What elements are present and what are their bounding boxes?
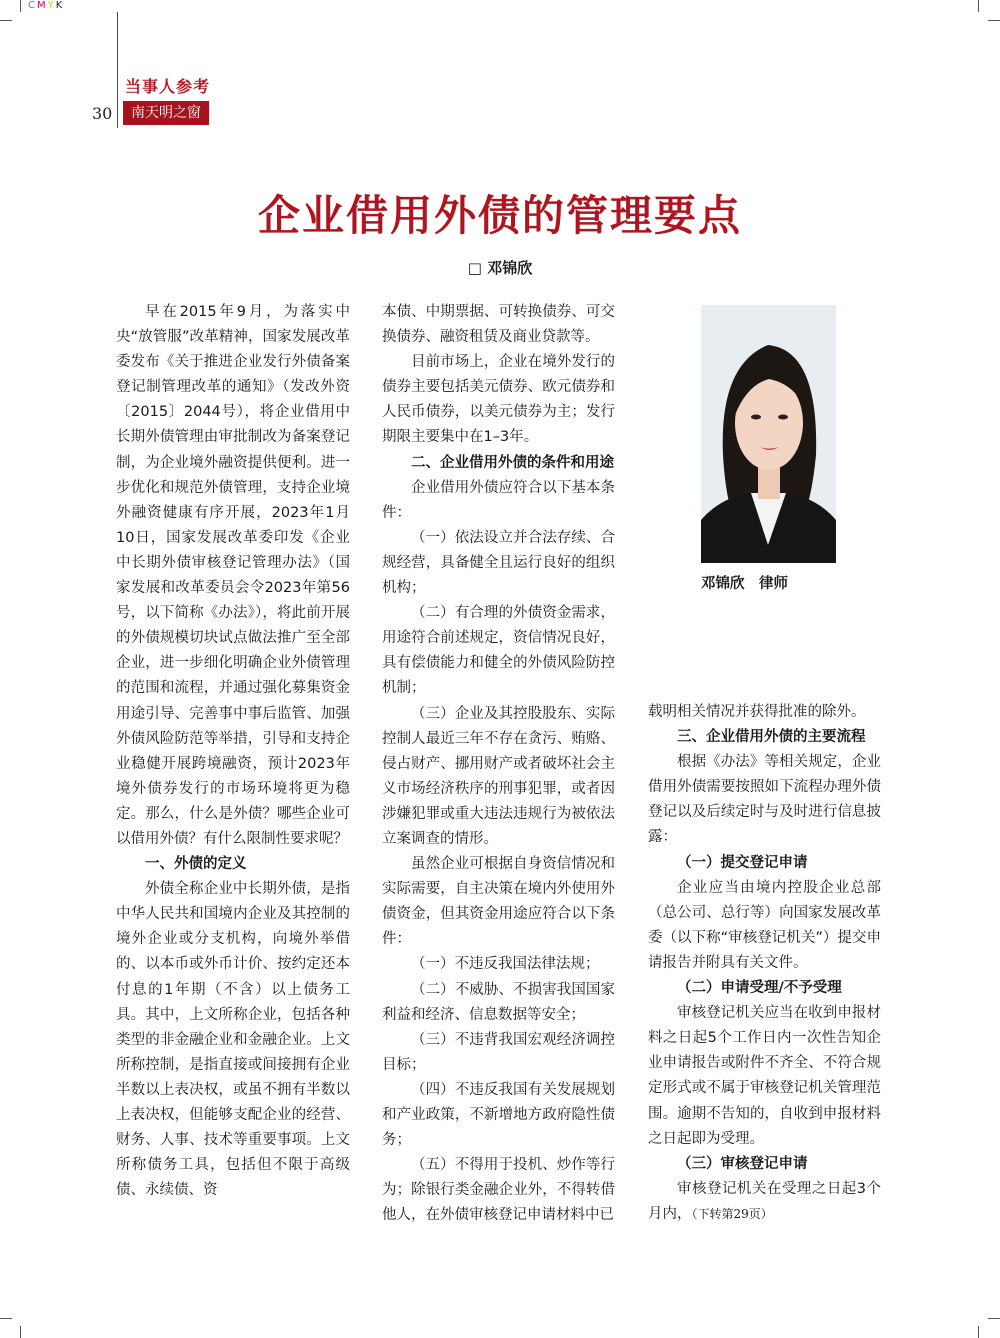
paragraph: （二）不威胁、不损害我国国家利益和经济、信息数据等安全； [382,981,615,1023]
subsection-heading: （一）提交登记申请 [677,854,808,871]
paragraph: 企业应当由境内控股企业总部（总公司、总行等）向国家发展改革委（以下称“审核登记机关”）提交申请报告并附具有关文件。 [648,879,881,971]
crop-mark-bl-v [20,1326,21,1338]
paragraph: （一）依法设立并合法存续、合规经营，具备健全且运行良好的组织机构； [382,529,615,597]
page-number: 30 [92,104,113,123]
paragraph: （四）不违反我国有关发展规划和产业政策，不新增地方政府隐性债务； [382,1081,615,1149]
paragraph: （一）不违反我国法律法规； [411,956,600,973]
crop-mark-tl-v [20,0,21,12]
crop-mark-tr-h [988,20,1000,21]
header-rule [117,12,118,128]
paragraph: 虽然企业可根据自身资信情况和实际需要，自主决策在境内外使用外债资金，但其资金用途应符合以下条件： [382,856,615,948]
column-1 [116,300,350,1203]
subsection-heading: （二）申请受理/不予受理 [677,980,842,997]
cmyk-c: C [28,0,37,11]
section-tag: 当事人参考 [125,77,211,96]
paragraph: 载明相关情况并获得批准的除外。 [648,704,866,720]
crop-mark-tl-h [0,20,12,21]
photo-caption: 邓锦欣 律师 [701,576,788,592]
paragraph [648,1177,881,1227]
crop-mark-bl-h [0,1318,12,1319]
portrait-illustration [701,305,836,563]
crop-mark-tr-v [978,0,979,12]
paragraph: 企业借用外债应符合以下基本条件： [382,479,615,521]
subsection-heading: （三）审核登记申请 [677,1155,808,1172]
paragraph: 目前市场上，企业在境外发行的债券主要包括美元债券、欧元债券和人民币债券，以美元债券为主；发行期限主要集中在1–3年。 [382,354,615,446]
paragraph-text: 审核登记机关在受理之日起3个月内， [648,1180,881,1222]
paragraph: （二）有合理的外债资金需求，用途符合前述规定，资信情况良好，具有偿债能力和健全的外债风险防控机制； [382,605,615,697]
paragraph: 审核登记机关应当在收到申报材料之日起5个工作日内一次性告知企业申请报告或附件不齐全、不符合规定形式或不属于审核登记机关管理范围。逾期不告知的，自收到申报材料之日起即为受理。 [648,1005,881,1147]
cmyk-m: M [36,0,48,11]
paragraph: 本债、中期票据、可转换债券、可交换债券、融资租赁及商业贷款等。 [382,304,615,346]
column-3 [648,700,881,1227]
continue-note: （下转第29页） [691,1206,773,1221]
section-heading: 三、企业借用外债的主要流程 [677,729,866,746]
paragraph: 根据《办法》等相关规定，企业借用外债需要按照如下流程办理外债登记以及后续定时与及时进行信息披露： [648,754,881,846]
crop-mark-br-h [988,1318,1000,1319]
byline: □ 邓锦欣 [467,259,533,277]
section-heading: 一、外债的定义 [145,856,247,873]
paragraph: （三）不违背我国宏观经济调控目标； [382,1031,615,1073]
cmyk-k: K [55,0,65,11]
crop-mark-br-v [978,1326,979,1338]
article-title: 企业借用外债的管理要点 [257,191,742,240]
author-photo [701,305,836,563]
paragraph: （三）企业及其控股股东、实际控制人最近三年不存在贪污、贿赂、侵占财产、挪用财产或者破坏社会主义市场经济秩序的刑事犯罪，或者因涉嫌犯罪或重大违法违规行为被依法立案调查的情形。 [382,705,615,847]
column-tag: 南天明之窗 [123,101,209,125]
paragraph: （五）不得用于投机、炒作等行为；除银行类金融企业外，不得转借他人，在外债审核登记申请材料中已 [382,1157,615,1224]
paragraph: 早在2015年9月，为落实中央“放管服”改革精神，国家发展改革委发布《关于推进企业发行外债备案登记制管理改革的通知》（发改外资〔2015〕2044号），将企业借用中长期外债管理由审批制改为备案登记制，为企业境外融资提供便利。进一步优化和规范外债管理，支持企业境外融资健康有序开展，2023年1月10日，国家发展改革委印发《企业中长期外债审核登记管理办法》（国家发展和改革委员会令2023年第56号，以下简称《办法》），将此前开展的外债规模切块试点做法推广至全部企业，进一步细化明确企业外债管理的范围和流程，并通过强化募集资金用途引导、完善事中事后监管、加强外债风险防范等举措，引导和支持企业稳健开展跨境融资，预计2023年境外债券发行的市场环境将更为稳定。那么，什么是外债？哪些企业可以借用外债？有什么限制性要求呢？ [116,304,350,847]
cmyk-color-bar [28,0,64,11]
paragraph: 外债全称企业中长期外债，是指中华人民共和国境内企业及其控制的境外企业或分支机构，向境外举借的、以本币或外币计价、按约定还本付息的1年期（不含）以上债务工具。其中，上文所称企业，包括各种类型的非金融企业和金融企业。上文所称控制，是指直接或间接拥有企业半数以上表决权，或虽不拥有半数以上表决权，但能够支配企业的经营、财务、人事、技术等重要事项。上文所称债务工具，包括但不限于高级债、永续债、资 [116,881,350,1199]
column-2 [382,300,615,1228]
cmyk-y: Y [47,0,56,11]
section-heading: 二、企业借用外债的条件和用途 [411,454,614,471]
